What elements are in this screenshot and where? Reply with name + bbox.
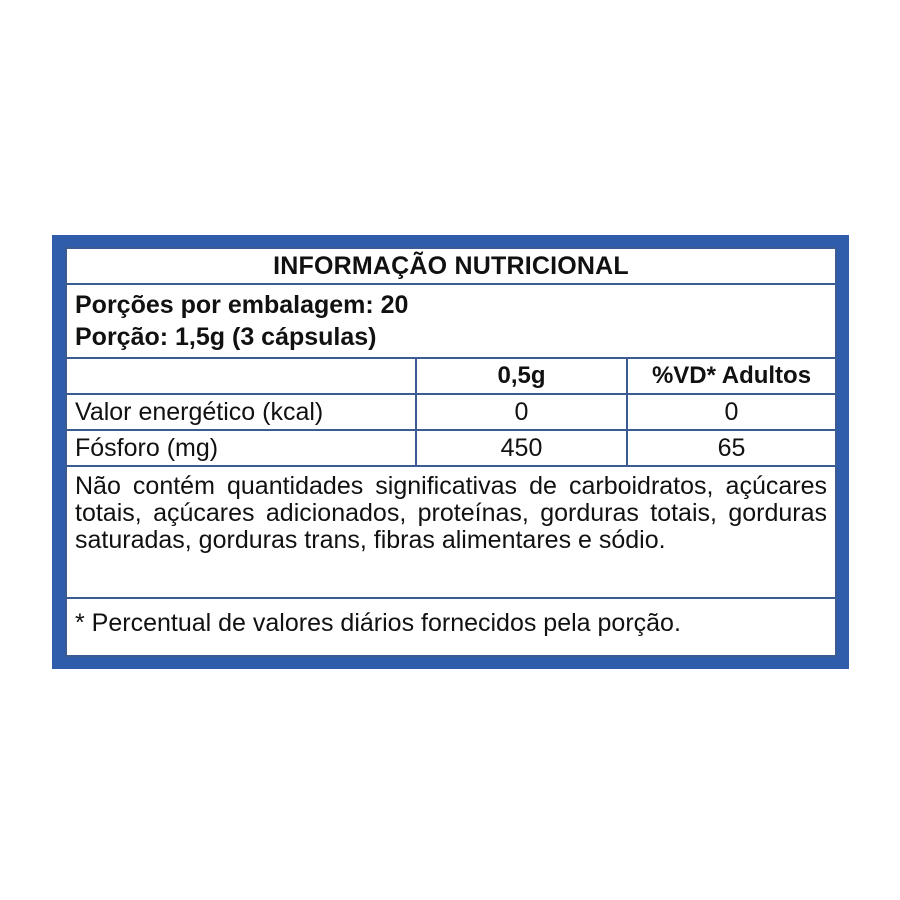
nutrient-amount: 0 — [417, 395, 628, 429]
portion-size: Porção: 1,5g (3 cápsulas) — [75, 323, 377, 351]
table-header-row — [67, 359, 835, 395]
table-row — [67, 431, 835, 467]
nutrient-dv: 65 — [717, 433, 746, 462]
nutrient-label: Valor energético (kcal) — [67, 395, 417, 429]
serving-info — [67, 285, 835, 359]
daily-value-footnote: * Percentual de valores diários fornecidos pela porção. — [75, 609, 681, 637]
header-dv-cell: %VD* Adultos — [651, 362, 812, 389]
header-label-cell — [67, 359, 417, 393]
servings-per-package: Porções por embalagem: 20 — [75, 291, 409, 319]
label-title: INFORMAÇÃO NUTRICIONAL — [67, 249, 835, 285]
nutrition-label-frame — [52, 235, 849, 669]
table-row — [67, 395, 835, 431]
nutrient-dv: 0 — [724, 397, 739, 426]
header-amount-cell: 0,5g — [417, 359, 628, 393]
nutrient-label: Fósforo (mg) — [67, 431, 417, 465]
insignificant-amounts-note: Não contém quantidades significativas de carboidratos, açúcares totais, açúcares adicionados, proteínas, gorduras totais, gorduras saturadas, gorduras trans, fibras alimentares e sódio. — [67, 467, 835, 599]
nutrition-label-panel — [65, 247, 837, 657]
nutrient-amount: 450 — [417, 431, 628, 465]
